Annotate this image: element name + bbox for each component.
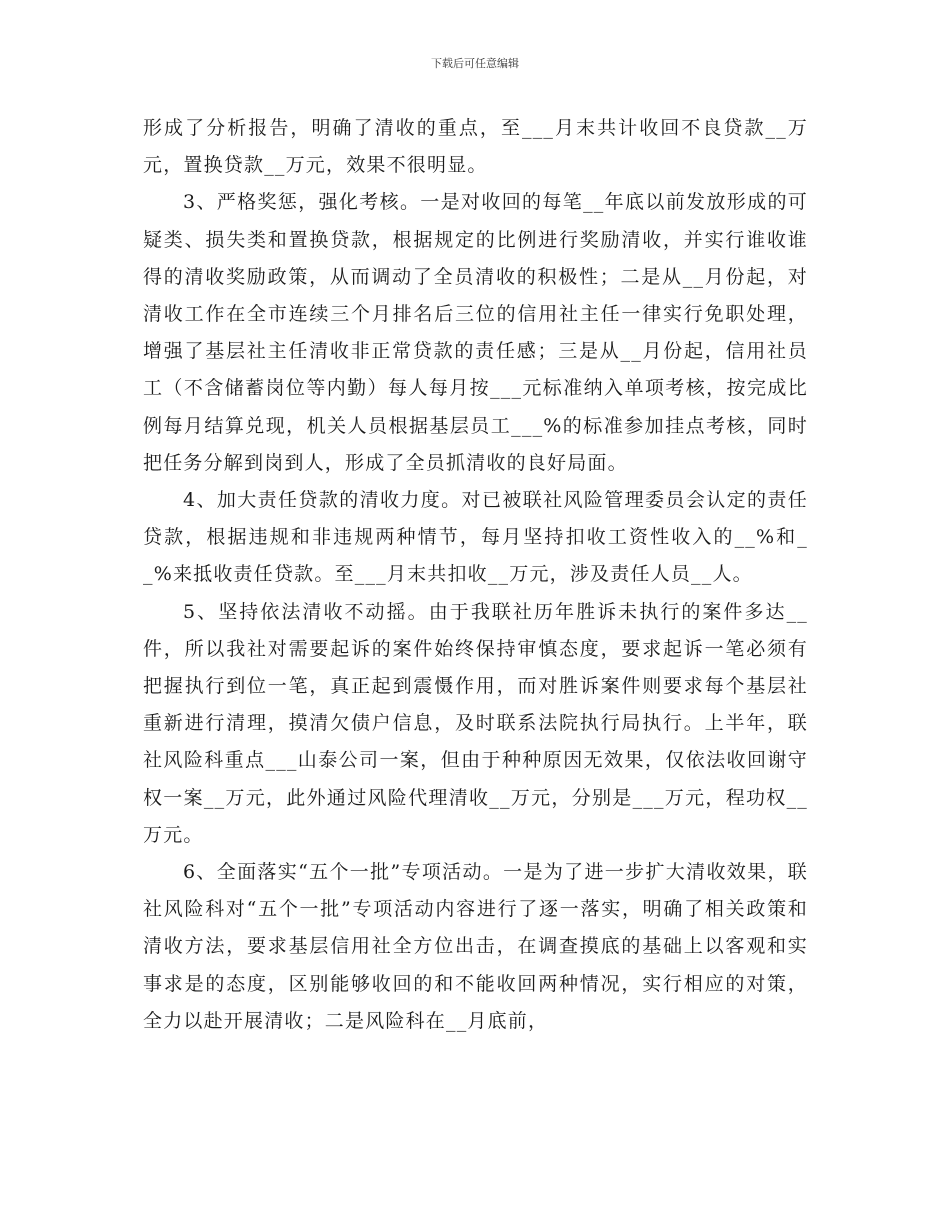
document-body [143, 110, 808, 1040]
paragraph-2: 3、严格奖惩，强化考核。一是对收回的每笔__年底以前发放形成的可疑类、损失类和置换贷款，根据规定的比例进行奖励清收，并实行谁收谁得的清收奖励政策，从而调动了全员清收的积极性；二是从__月份起，对清收工作在全市连续三个月排名后三位的信用社主任一律实行免职处理，增强了基层社主任清收非正常贷款的责任感；三是从__月份起，信用社员工（不含储蓄岗位等内勤）每人每月按___元标准纳入单项考核，按完成比例每月结算兑现，机关人员根据基层员工___%的标准参加挂点考核，同时把任务分解到岗到人，形成了全员抓清收的良好局面。 [143, 191, 808, 474]
paragraph-3: 4、加大责任贷款的清收力度。对已被联社风险管理委员会认定的责任贷款，根据违规和非违规两种情节，每月坚持扣收工资性收入的__%和__%来抵收责任贷款。至___月末共扣收__万元，涉及责任人员__人。 [143, 489, 808, 586]
paragraph-4: 5、坚持依法清收不动摇。由于我联社历年胜诉未执行的案件多达__件，所以我社对需要起诉的案件始终保持审慎态度，要求起诉一笔必须有把握执行到位一笔，真正起到震慑作用，而对胜诉案件则要求每个基层社重新进行清理，摸清欠债户信息，及时联系法院执行局执行。上半年，联社风险科重点___山泰公司一案，但由于种种原因无效果，仅依法收回谢守权一案__万元，此外通过风险代理清收__万元，分别是___万元，程功权__万元。 [143, 600, 808, 846]
page-header-note: 下载后可任意编辑 [431, 57, 519, 70]
paragraph-1: 形成了分析报告，明确了清收的重点，至___月末共计收回不良贷款__万元，置换贷款__万元，效果不很明显。 [143, 117, 808, 177]
paragraph-5: 6、全面落实“五个一批”专项活动。一是为了进一步扩大清收效果，联社风险科对“五个一批”专项活动内容进行了逐一落实，明确了相关政策和清收方法，要求基层信用社全方位出击，在调查摸底的基础上以客观和实事求是的态度，区别能够收回的和不能收回两种情况，实行相应的对策，全力以赴开展清收；二是风险科在__月底前， [143, 861, 808, 1032]
